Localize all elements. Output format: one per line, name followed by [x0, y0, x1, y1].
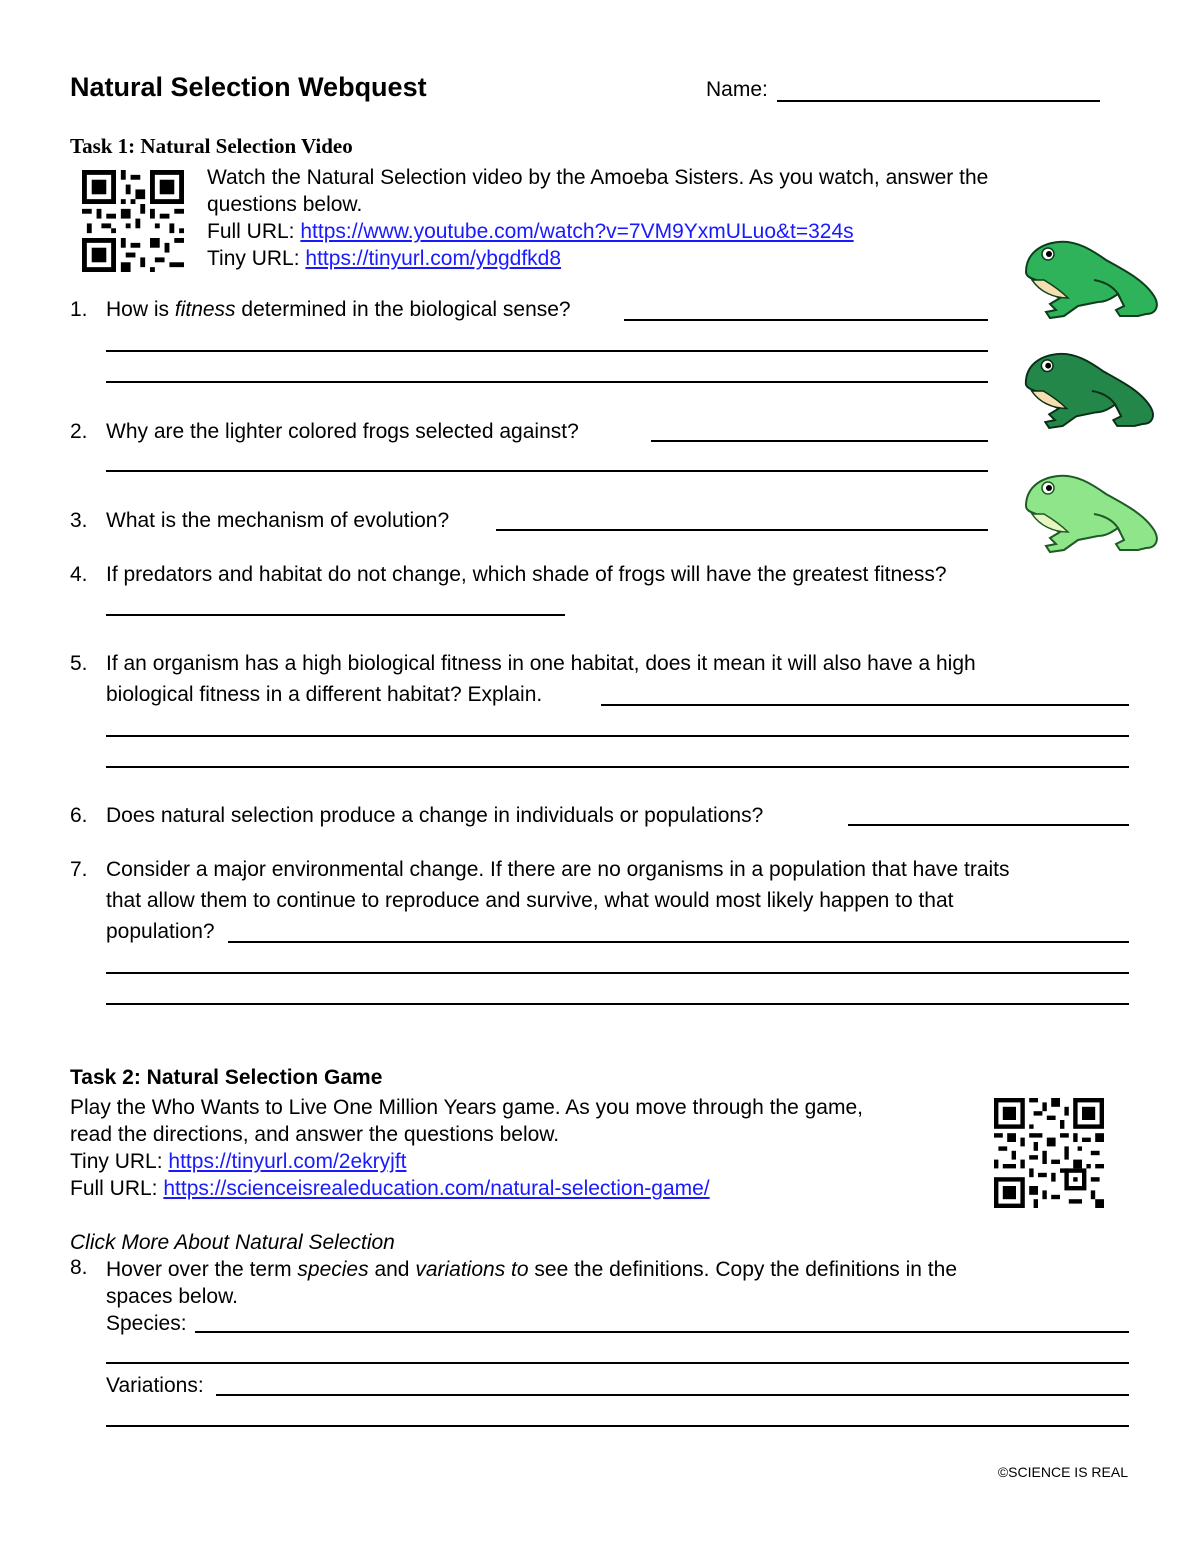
q7-number: 7. — [70, 858, 88, 881]
task2-tiny-url-row — [70, 1148, 407, 1175]
video-full-url-link[interactable]: https://www.youtube.com/watch?v=7VM9YxmULuo&t=324s — [300, 220, 854, 243]
q2-text: Why are the lighter colored frogs selected against? — [106, 420, 579, 443]
game-full-url-link[interactable]: https://scienceisrealeducation.com/natural-selection-game/ — [163, 1177, 710, 1200]
q8-post: see the definitions. Copy the definitions in the — [528, 1258, 958, 1281]
q7-text-line3: population? — [106, 920, 215, 943]
q3-number: 3. — [70, 509, 88, 532]
q7-answer-line[interactable] — [228, 941, 1129, 943]
q5-number: 5. — [70, 652, 88, 675]
species-answer-line[interactable] — [195, 1331, 1129, 1333]
q2-answer-line[interactable] — [106, 470, 988, 472]
q8-text-line2: spaces below. — [106, 1285, 238, 1308]
q8-term-variations: variations to — [415, 1258, 529, 1281]
game-full-url-label: Full URL: — [70, 1177, 164, 1200]
q1-text — [106, 294, 571, 325]
tiny-url-label: Tiny URL: — [207, 247, 306, 270]
q2-number: 2. — [70, 420, 88, 443]
task2-line1: Play the Who Wants to Live One Million Years game. As you move through the game, — [70, 1096, 863, 1119]
q3-answer-line[interactable] — [496, 529, 988, 531]
species-label: Species: — [106, 1312, 187, 1335]
frog-light-green-icon — [1020, 470, 1162, 556]
page-title: Natural Selection Webquest — [70, 72, 427, 102]
task1-full-url-row — [207, 218, 854, 245]
q4-answer-line[interactable] — [106, 614, 565, 616]
q7-answer-line[interactable] — [106, 972, 1129, 974]
game-tiny-url-label: Tiny URL: — [70, 1150, 169, 1173]
q7-answer-line[interactable] — [106, 1003, 1129, 1005]
q8-pre: Hover over the term — [106, 1258, 298, 1281]
task2-line2: read the directions, and answer the questions below. — [70, 1123, 560, 1146]
q6-answer-line[interactable] — [848, 824, 1129, 826]
frog-dark-green-icon — [1020, 348, 1158, 432]
species-answer-line[interactable] — [106, 1362, 1129, 1364]
qr-code-game — [994, 1098, 1104, 1208]
task1-intro-line1: Watch the Natural Selection video by the Amoeba Sisters. As you watch, answer the — [207, 166, 989, 189]
full-url-label: Full URL: — [207, 220, 301, 243]
q1-pre: How is — [106, 298, 175, 321]
q5-answer-line[interactable] — [106, 735, 1129, 737]
name-field[interactable] — [777, 100, 1100, 102]
q6-text: Does natural selection produce a change in individuals or populations? — [106, 804, 764, 827]
q1-post: determined in the biological sense? — [235, 298, 571, 321]
q8-mid: and — [368, 1258, 416, 1281]
q5-answer-line[interactable] — [106, 766, 1129, 768]
task1-heading: Task 1: Natural Selection Video — [70, 134, 353, 158]
variations-label: Variations: — [106, 1374, 204, 1397]
q2-answer-line[interactable] — [651, 440, 988, 442]
frog-medium-green-icon — [1020, 236, 1162, 322]
q1-answer-line[interactable] — [106, 350, 988, 352]
q7-text-line1: Consider a major environmental change. If there are no organisms in a population that have traits — [106, 858, 1010, 881]
video-tiny-url-link[interactable]: https://tinyurl.com/ybgdfkd8 — [305, 247, 562, 270]
q8-number: 8. — [70, 1256, 88, 1279]
q1-emphasis: fitness — [174, 298, 236, 321]
q5-text-line1: If an organism has a high biological fitness in one habitat, does it mean it will also have a high — [106, 652, 976, 675]
q1-number: 1. — [70, 298, 88, 321]
q4-number: 4. — [70, 563, 88, 586]
task2-instruction: Click More About Natural Selection — [70, 1231, 395, 1254]
q5-answer-line[interactable] — [601, 704, 1129, 706]
q5-text-line2: biological fitness in a different habitat? Explain. — [106, 683, 543, 706]
task2-heading: Task 2: Natural Selection Game — [70, 1066, 383, 1089]
q6-number: 6. — [70, 804, 88, 827]
task2-full-url-row — [70, 1175, 710, 1202]
q3-text: What is the mechanism of evolution? — [106, 509, 450, 532]
task1-intro-line2: questions below. — [207, 193, 363, 216]
variations-answer-line[interactable] — [216, 1394, 1129, 1396]
copyright: ©SCIENCE IS REAL — [997, 1464, 1128, 1480]
game-tiny-url-link[interactable]: https://tinyurl.com/2ekryjft — [168, 1150, 407, 1173]
q1-answer-line[interactable] — [624, 319, 988, 321]
q4-text: If predators and habitat do not change, which shade of frogs will have the greatest fitness? — [106, 563, 947, 586]
name-label: Name: — [706, 78, 768, 101]
q8-text-line1 — [106, 1256, 957, 1283]
qr-code-video — [82, 170, 184, 272]
task1-tiny-url-row — [207, 245, 561, 272]
variations-answer-line[interactable] — [106, 1425, 1129, 1427]
q7-text-line2: that allow them to continue to reproduce and survive, what would most likely happen to that — [106, 889, 954, 912]
q1-answer-line[interactable] — [106, 381, 988, 383]
q8-term-species: species — [297, 1258, 369, 1281]
